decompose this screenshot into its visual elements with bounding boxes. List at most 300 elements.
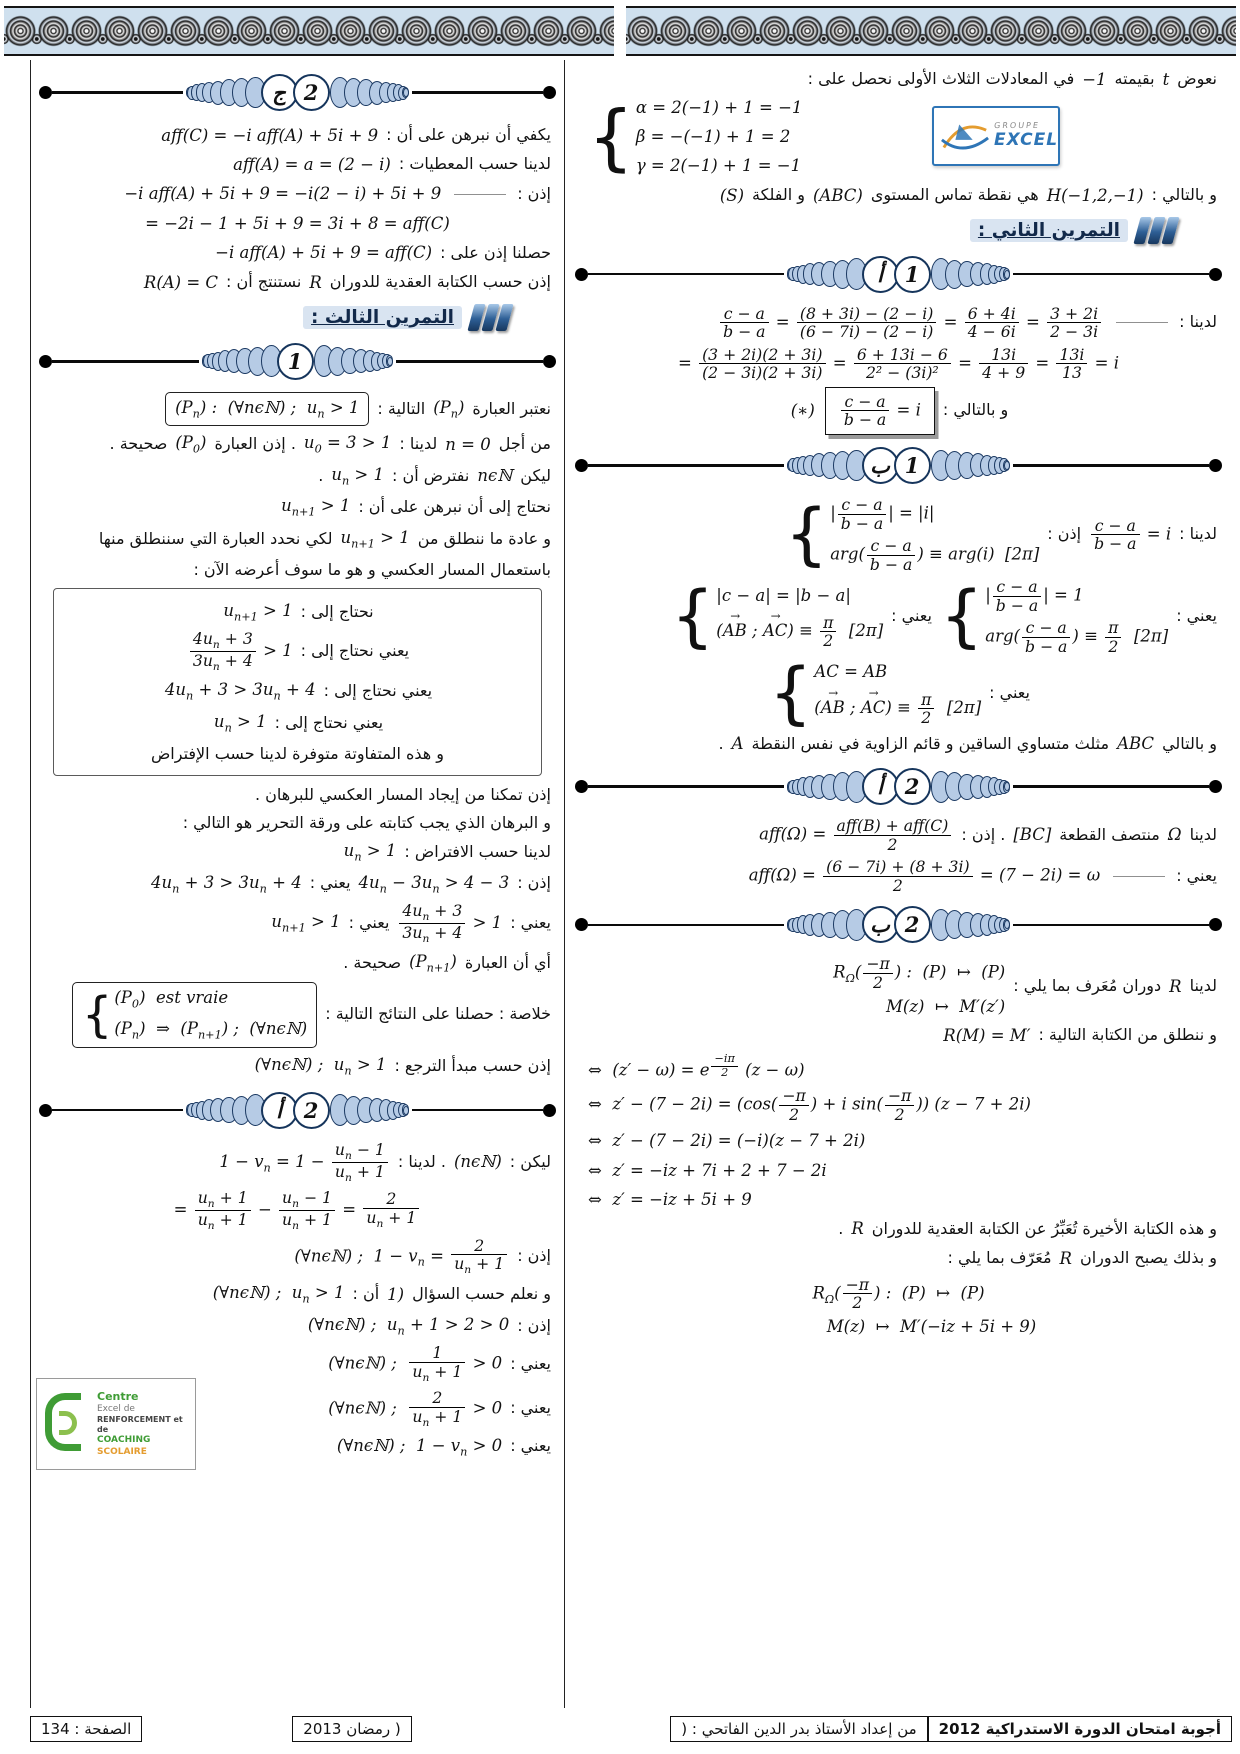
math-expression: R(M) = M′ — [943, 1025, 1031, 1045]
centre-logo-line: RENFORCEMENT et de — [97, 1415, 183, 1435]
blue-bars-icon — [471, 304, 510, 331]
boxed-formula: $\frac{c - a}{b - a}$ = i — [825, 387, 935, 435]
math-expression: = $\frac{u_n + 1}{u_n + 1}$ − $\frac{u_n - 1}{u_n + 1}$ = $\frac{2}{u_n + 1}$ — [174, 1189, 422, 1232]
crescent — [387, 357, 393, 366]
section-divider — [575, 768, 1222, 805]
text-line — [577, 96, 1220, 178]
text-run: و نعلم حسب السؤال — [412, 1284, 551, 1304]
text-run: و البرهان الذي يجب كتابته على ورقة التحرير هو التالي : — [182, 812, 551, 832]
math-expression: $(P_{n+1})$ — [409, 952, 457, 975]
footer-page-number: الصفحة : 134 — [30, 1716, 142, 1742]
divider-line — [412, 91, 543, 94]
footer-title: أجوبة امتحان الدورة الاستدراكية 2012 — [928, 1716, 1232, 1742]
footer-date: ( رمضان 2013 — [292, 1716, 411, 1742]
text-line — [41, 1053, 554, 1080]
system-row: | $\frac{c - a}{b - a}$ | = 1 — [985, 577, 1084, 615]
crescent-run — [787, 450, 867, 482]
math-expression: aff(Ω) = $\frac{(6 - 7i) + (8 + 3i)}{2}$ = (7 − 2i) = ω — [748, 857, 1101, 895]
text-run: لدينا حسب المعطيات : — [398, 154, 551, 174]
text-run: منتصف القطعة — [1059, 824, 1160, 844]
text-line — [577, 955, 1220, 1018]
divider-line — [588, 785, 784, 788]
divider-line — [588, 924, 784, 927]
math-expression: ⇔ z′ − (7 − 2i) = (−i)(z − 7 + 2i) — [588, 1131, 866, 1151]
math-expression: R — [851, 1219, 864, 1239]
footer-spacer — [412, 1716, 671, 1742]
text-run: يعني نحتاج إلى : — [274, 712, 384, 732]
left-brace: { — [784, 494, 829, 574]
text-run: نفترض أن : — [392, 465, 470, 485]
text-run: خلاصة : حصلنا على النتائج التالية : — [325, 1004, 551, 1024]
math-expression: $\frac{4u_n + 3}{3u_n + 4}$ > 1 — [397, 902, 502, 945]
math-expression: (ABC) — [812, 185, 863, 205]
text-run: نعوض — [1177, 69, 1217, 88]
mapping-row: M(z) ↦ M′(z′) — [886, 996, 1006, 1016]
excel-logo-excel-label: EXCEL — [994, 130, 1059, 151]
text-run: و هذه الكتابة الأخيرة تُعَبِّرُ عن الكتابة العقدية للدوران — [871, 1218, 1217, 1238]
ornament-cluster — [787, 906, 1010, 943]
math-expression: (nϵℕ) — [453, 1152, 502, 1172]
crescent-run — [314, 345, 394, 377]
connector-line — [454, 194, 506, 195]
math-expression: $u_{n+1} > 1$ — [271, 912, 341, 935]
text-run: و بالتالي : — [942, 400, 1009, 420]
text-run: باستعمال المسار العكسي و هو ما سوف أعرضه الآن : — [193, 559, 551, 579]
exercise-header — [39, 304, 556, 331]
text-run: مُعَرّف بما يلي : — [947, 1248, 1052, 1268]
text-line — [577, 183, 1220, 207]
text-run: لكي نحدد العبارة التي سننطلق منها — [98, 528, 333, 548]
exercise-title: التمرين الثالث : — [303, 306, 462, 329]
text-run: نستنتج أن : — [226, 272, 302, 292]
centre-logo-line: SCOLAIRE — [97, 1446, 147, 1457]
mapping-row: M(z) ↦ M′(−iz + 5i + 9) — [826, 1316, 1037, 1336]
text-run: حصلنا إذن على : — [440, 242, 551, 262]
text-line — [577, 1187, 1220, 1211]
ornamental-top-border — [4, 6, 1236, 56]
text-line — [41, 494, 554, 521]
math-expression: aff(Ω) = $\frac{\text{aff(B) + aff(C)}}{2}$ — [759, 817, 953, 853]
text-run: إذن : — [517, 1315, 551, 1335]
divider-line — [52, 360, 199, 363]
text-line — [41, 1313, 554, 1340]
divider-line — [1013, 785, 1209, 788]
text-run: إذن حسب الكتابة العقدية للدوران — [329, 272, 551, 292]
math-expression: −1 — [1082, 69, 1107, 89]
math-expression: $u_{n+1} > 1$ — [340, 527, 410, 551]
text-line — [577, 67, 1220, 91]
text-run: يعني : — [989, 683, 1030, 703]
system-row: $(P_n)$ ⇒ $(P_{n+1})$ ; (∀nϵℕ) — [114, 1019, 308, 1042]
math-expression: $u_0 = 3 > 1$ — [303, 433, 392, 456]
math-expression: = −2i − 1 + 5i + 9 = 3i + 8 = aff(C) — [145, 213, 450, 233]
end-dot — [39, 1104, 52, 1117]
text-run: و بالتالي — [1162, 733, 1217, 753]
system-rows — [114, 986, 307, 1044]
text-run: أن : — [352, 1284, 380, 1304]
letter-circle: أ — [862, 256, 899, 293]
math-expression: (∀nϵℕ) ; $u_n > 1$ — [254, 1054, 387, 1078]
end-dot — [575, 268, 588, 281]
math-expression: R — [1059, 1248, 1072, 1268]
text-run: إذن تمكنا من إيجاد المسار العكسي للبرهان . — [254, 784, 551, 804]
text-run: يعني : — [348, 913, 390, 933]
math-expression: −i aff(A) + 5i + 9 = −i(2 − i) + 5i + 9 — [124, 184, 442, 204]
mapping-definition — [761, 1276, 1036, 1339]
system-row: AC = AB — [814, 662, 888, 682]
text-run: . — [838, 1218, 844, 1238]
text-run: مثلث متساوي الساقين و قائم الزاوية في نفس النقطة — [751, 733, 1110, 753]
text-run: لدينا : — [399, 434, 438, 454]
math-expression: $u_n > 1$ — [343, 841, 397, 864]
mapping-row: $R_\Omega$( $\frac{-\pi}{2}$ ) : (P) ↦ (P) — [833, 954, 1006, 992]
divider-line — [52, 1109, 183, 1112]
text-run: إذن : — [517, 873, 551, 893]
text-run: و عادة ما ننطلق من — [417, 528, 551, 548]
text-run: دوران مُعَرف بما يلي : — [1013, 976, 1162, 996]
text-run: يعني : — [1176, 606, 1217, 626]
end-dot — [1209, 780, 1222, 793]
text-run: صحيحة . — [109, 434, 168, 454]
system-rows — [985, 578, 1168, 655]
divider-line — [396, 360, 543, 363]
exercise-title: التمرين الثاني : — [970, 219, 1128, 242]
text-run: يعني نحتاج إلى : — [300, 641, 410, 661]
math-expression: $u_n > 1$ — [213, 711, 267, 735]
divider-line — [1013, 273, 1209, 276]
text-run: يعني : — [510, 1436, 551, 1456]
text-line — [41, 526, 554, 553]
math-expression: Ω — [1167, 825, 1182, 845]
ornament-cluster — [186, 74, 409, 111]
equation-system — [588, 96, 802, 178]
section-divider — [39, 1092, 556, 1129]
math-expression: (S) — [719, 185, 745, 205]
page-footer — [30, 1716, 1232, 1742]
math-expression: −i aff(A) + 5i + 9 = aff(C) — [215, 243, 433, 263]
text-run: . لدينا : — [397, 1151, 446, 1171]
crescent-run — [787, 909, 867, 941]
text-run: نحتاج إلى أن نبرهن على أن : — [358, 497, 551, 517]
text-line — [577, 1129, 1220, 1153]
text-run: يعني : — [309, 873, 351, 893]
text-run: يكفي أن نبرهن على أن : — [386, 125, 551, 144]
text-line — [577, 387, 1220, 435]
system-row: (→ AB ; → AC) ≡ $\frac{\pi}{2}$ [2π] — [814, 689, 981, 727]
text-run: نحتاج إلى : — [300, 601, 374, 621]
math-expression: $u_{n+1} > 1$ — [223, 600, 293, 624]
footer-author: من إعداد الأستاذ بدر الدين الفاتحي : ( — [670, 1716, 927, 1742]
text-line — [577, 1276, 1220, 1339]
system-rows — [716, 584, 883, 650]
system-rows — [636, 96, 803, 178]
math-expression: n = 0 — [445, 434, 491, 454]
section-divider — [39, 74, 556, 111]
left-brace: { — [81, 986, 113, 1043]
math-expression: ⇔ z′ − (7 − 2i) = (cos( $\frac{-\pi}{2}$ ) + i sin( $\frac{-\pi}{2}$ )) (z − 7 + 2i) — [588, 1086, 1031, 1124]
system-row: α = 2(−1) + 1 = −1 — [635, 98, 803, 118]
crescent-run — [202, 345, 282, 377]
ornament-band-right — [626, 6, 1236, 56]
math-expression: (∀nϵℕ) ; $u_n > 1$ — [212, 1283, 345, 1306]
math-expression: (∀nϵℕ) ; $\frac{2}{u_n + 1}$ > 0 — [328, 1388, 503, 1429]
letter-circle: أ — [862, 768, 899, 805]
text-run: أي أن العبارة — [464, 953, 551, 973]
exercise-header — [575, 217, 1222, 244]
equation-system — [769, 653, 982, 733]
excel-logo-groupe-label: GROUPE — [993, 121, 1041, 131]
number-circle: 2 — [293, 74, 330, 111]
system-row: arg( $\frac{c - a}{b - a}$ ) ≡ $\frac{\pi}{2}$ [2π] — [985, 618, 1169, 656]
text-line — [41, 558, 554, 581]
math-expression: aff(C) = −i aff(A) + 5i + 9 — [161, 125, 379, 145]
text-run: ليكن : — [509, 1151, 551, 1171]
math-expression: [BC] — [1013, 825, 1052, 845]
text-line — [66, 742, 529, 765]
text-line — [41, 1189, 554, 1232]
math-expression: ⇔ z′ = −iz + 5i + 9 — [588, 1189, 752, 1209]
centre-logo-text — [97, 1390, 189, 1458]
text-run: . إذن : — [961, 824, 1006, 844]
text-line — [41, 839, 554, 866]
centre-excel-logo — [36, 1378, 196, 1470]
text-run: . — [718, 733, 724, 753]
text-line — [577, 1087, 1220, 1123]
ornament-cluster — [787, 256, 1010, 293]
ornament-band-left — [4, 6, 614, 56]
excel-logo-text — [994, 122, 1058, 149]
number-circle: 1 — [894, 256, 931, 293]
math-expression: $\frac{c - a}{b - a}$ = i — [1089, 517, 1171, 553]
end-dot — [1209, 459, 1222, 472]
math-expression: 1) — [387, 1284, 405, 1304]
text-line — [577, 817, 1220, 853]
system-row: $(P_0)$ est vraie — [114, 987, 229, 1011]
left-brace: { — [939, 576, 984, 656]
text-line — [577, 1053, 1220, 1083]
text-line — [41, 123, 554, 147]
system-row: β = −(−1) + 1 = 2 — [635, 127, 791, 147]
connector-line — [1116, 322, 1168, 323]
number-circle: 1 — [277, 343, 314, 380]
text-line — [41, 392, 554, 427]
ornament-cluster — [787, 447, 1010, 484]
equation-system — [940, 578, 1168, 655]
text-line — [41, 811, 554, 834]
divider-line — [52, 91, 183, 94]
text-line — [41, 950, 554, 977]
text-line — [41, 270, 554, 294]
content-columns — [30, 60, 1232, 1708]
text-run: يعني : — [510, 913, 551, 933]
text-line — [41, 902, 554, 945]
boxed-formula: $(P_n)$ : (∀nϵℕ) ; $u_n > 1$ — [165, 392, 369, 427]
letter-circle: ب — [862, 906, 899, 943]
math-expression: R — [1169, 976, 1182, 996]
math-expression: $4u_n + 3 > 3u_n + 4$ — [151, 872, 302, 895]
text-line — [41, 152, 554, 176]
crescent-run — [931, 258, 1011, 290]
connector-line — [1113, 876, 1165, 877]
left-brace: { — [588, 94, 634, 179]
text-line — [577, 732, 1220, 756]
divider-line — [1013, 924, 1209, 927]
equation-system — [785, 496, 1039, 573]
number-circle: 2 — [894, 906, 931, 943]
text-run: إذن : — [1047, 524, 1082, 544]
math-expression: ABC — [1117, 734, 1155, 754]
text-run: يعني نحتاج إلى : — [323, 681, 433, 701]
crescent-run — [186, 1094, 266, 1126]
text-run: و الفلكة — [752, 185, 805, 205]
math-expression: $1 - v_n = 1$ − $\frac{u_n - 1}{u_n + 1}$ — [219, 1141, 390, 1184]
text-run: و ننطلق من الكتابة التالية : — [1038, 1025, 1217, 1045]
system-row: arg( $\frac{c - a}{b - a}$ ) ≡ arg(i) [2π] — [830, 536, 1040, 574]
centre-logo-line: COACHING — [97, 1435, 151, 1446]
equation-system — [671, 576, 884, 656]
text-line — [577, 858, 1220, 894]
math-expression: $4u_n - 3u_n > 4 - 3$ — [358, 872, 510, 895]
divider-line — [588, 464, 784, 467]
centre-excel-mark-icon — [43, 1391, 89, 1457]
text-line — [41, 871, 554, 898]
system-row: γ = 2(−1) + 1 = −1 — [635, 156, 802, 176]
text-line — [577, 1217, 1220, 1241]
math-expression: $\frac{c - a}{b - a}$ = $\frac{(8 + 3i) - (2 - i)}{(6 - 7i) - (2 - i)}$ = $\frac{6 + 4i}{4 - 6i}$ = $\frac{3 + 2i}{2 - 3i}$ — [718, 305, 1103, 341]
end-dot — [575, 459, 588, 472]
end-dot — [575, 918, 588, 931]
ornament-cluster — [202, 343, 393, 380]
text-run: يعني : — [1176, 865, 1217, 885]
text-line — [41, 431, 554, 458]
text-line — [66, 599, 529, 626]
math-expression: (∀nϵℕ) ; $u_n + 1 > 2 > 0$ — [307, 1314, 510, 1338]
text-line — [577, 1158, 1220, 1182]
text-line — [41, 1141, 554, 1184]
crescent-run — [931, 450, 1011, 482]
letter-circle: ج — [261, 74, 298, 111]
text-line — [41, 182, 554, 206]
text-run: نعتبر العبارة — [472, 398, 551, 418]
text-run: من أجل — [498, 434, 551, 454]
section-divider — [39, 343, 556, 380]
math-expression: $u_{n+1} > 1$ — [281, 496, 351, 519]
math-expression: H(−1,2,−1) — [1046, 185, 1144, 205]
letter-circle: ب — [862, 447, 899, 484]
end-dot — [1209, 268, 1222, 281]
text-line — [41, 211, 554, 235]
crescent-run — [931, 909, 1011, 941]
math-expression: $(P_0)$ — [175, 433, 207, 456]
letter-circle: أ — [261, 1092, 298, 1129]
text-run: يعني : — [510, 1398, 551, 1418]
text-run: في المعادلات الثلاث الأولى نحصل على : — [807, 69, 1075, 88]
text-line — [577, 346, 1220, 382]
divider-line — [412, 1109, 543, 1112]
math-expression: R(A) = C — [143, 272, 219, 292]
text-run: إذن : — [517, 183, 551, 203]
section-divider — [575, 447, 1222, 484]
system-rows — [830, 496, 1039, 573]
math-expression: ⇔ (z′ − ω) = e $^{\frac{-i\pi}{2}}$ (z − ω) — [588, 1051, 805, 1080]
text-line — [66, 678, 529, 705]
ornament-cluster — [787, 768, 1010, 805]
text-run: هي نقطة تماس المستوى — [870, 185, 1039, 205]
left-brace: { — [769, 653, 813, 733]
section-divider — [575, 256, 1222, 293]
text-run: لدينا : — [1179, 524, 1217, 544]
end-dot — [543, 355, 556, 368]
crescent — [403, 1106, 409, 1115]
crescent-run — [787, 771, 867, 803]
text-line — [41, 783, 554, 806]
text-run: . إذن العبارة — [214, 434, 296, 454]
text-run: لدينا حسب الافتراض : — [404, 841, 551, 861]
end-dot — [543, 1104, 556, 1117]
divider-line — [588, 273, 784, 276]
equation-system — [72, 982, 317, 1048]
math-expression: $u_n > 1$ — [331, 464, 385, 488]
groupe-excel-logo — [932, 106, 1060, 166]
text-run: و هذه المتفاوتة متوفرة لدينا حسب الإفتراض — [150, 743, 445, 763]
text-line — [41, 982, 554, 1048]
text-line — [41, 1237, 554, 1277]
divider-line — [1013, 464, 1209, 467]
crescent-run — [186, 77, 266, 109]
centre-logo-line: Excel de — [97, 1404, 135, 1414]
text-run: و بالتالي : — [1151, 185, 1217, 205]
ornament-cluster — [186, 1092, 409, 1129]
math-expression: (∀nϵℕ) ; $\frac{1}{u_n + 1}$ > 0 — [328, 1343, 503, 1385]
number-circle: 2 — [894, 768, 931, 805]
text-run: إذن : — [517, 1246, 551, 1266]
crescent-run — [931, 771, 1011, 803]
text-run: يعني : — [510, 1353, 551, 1373]
text-line — [41, 241, 554, 265]
math-expression: nϵℕ — [477, 466, 513, 486]
system-row: (→ AB ; → AC) ≡ $\frac{\pi}{2}$ [2π] — [716, 612, 883, 650]
number-circle: 2 — [293, 1092, 330, 1129]
excel-swoosh-icon — [940, 114, 990, 158]
mapping-definition — [820, 955, 1005, 1018]
blue-bars-icon — [1137, 217, 1176, 244]
text-line — [577, 1246, 1220, 1270]
text-run: ليكن — [520, 465, 551, 485]
text-run: التالية : — [377, 398, 426, 418]
text-run: إذن حسب مبدأ الترجع : — [394, 1055, 551, 1075]
text-line — [577, 305, 1220, 341]
crescent — [1004, 461, 1010, 470]
system-row: | $\frac{c - a}{b - a}$ | = |i| — [830, 494, 935, 533]
section-divider — [575, 906, 1222, 943]
text-run: لدينا : — [1179, 312, 1217, 332]
derivation-box — [53, 588, 542, 776]
crescent-run — [330, 77, 410, 109]
math-expression: = $\frac{(3 + 2i)(2 + 3i)}{(2 - 3i)(2 + 3i)}$ = $\frac{6 + 13i - 6}{\text{2² − (3i)²}}$ = $\frac{13i}{4 + 9}$ = $\frac{13i}{13}$ = i — [677, 344, 1120, 383]
math-expression: A — [731, 734, 744, 754]
crescent-run — [787, 258, 867, 290]
end-dot — [39, 355, 52, 368]
text-line — [577, 496, 1220, 573]
math-expression: t — [1162, 69, 1170, 89]
text-run: و بذلك يصبح الدوران — [1079, 1248, 1217, 1268]
math-expression: (∀nϵℕ) ; $1 - v_n$ = $\frac{2}{u_n + 1}$ — [294, 1237, 509, 1277]
text-line — [41, 1281, 554, 1308]
text-run: لدينا — [1189, 824, 1217, 844]
math-expression: $(P_n)$ — [433, 397, 465, 421]
math-expression: (∗) — [790, 400, 815, 420]
left-brace: { — [671, 576, 715, 656]
